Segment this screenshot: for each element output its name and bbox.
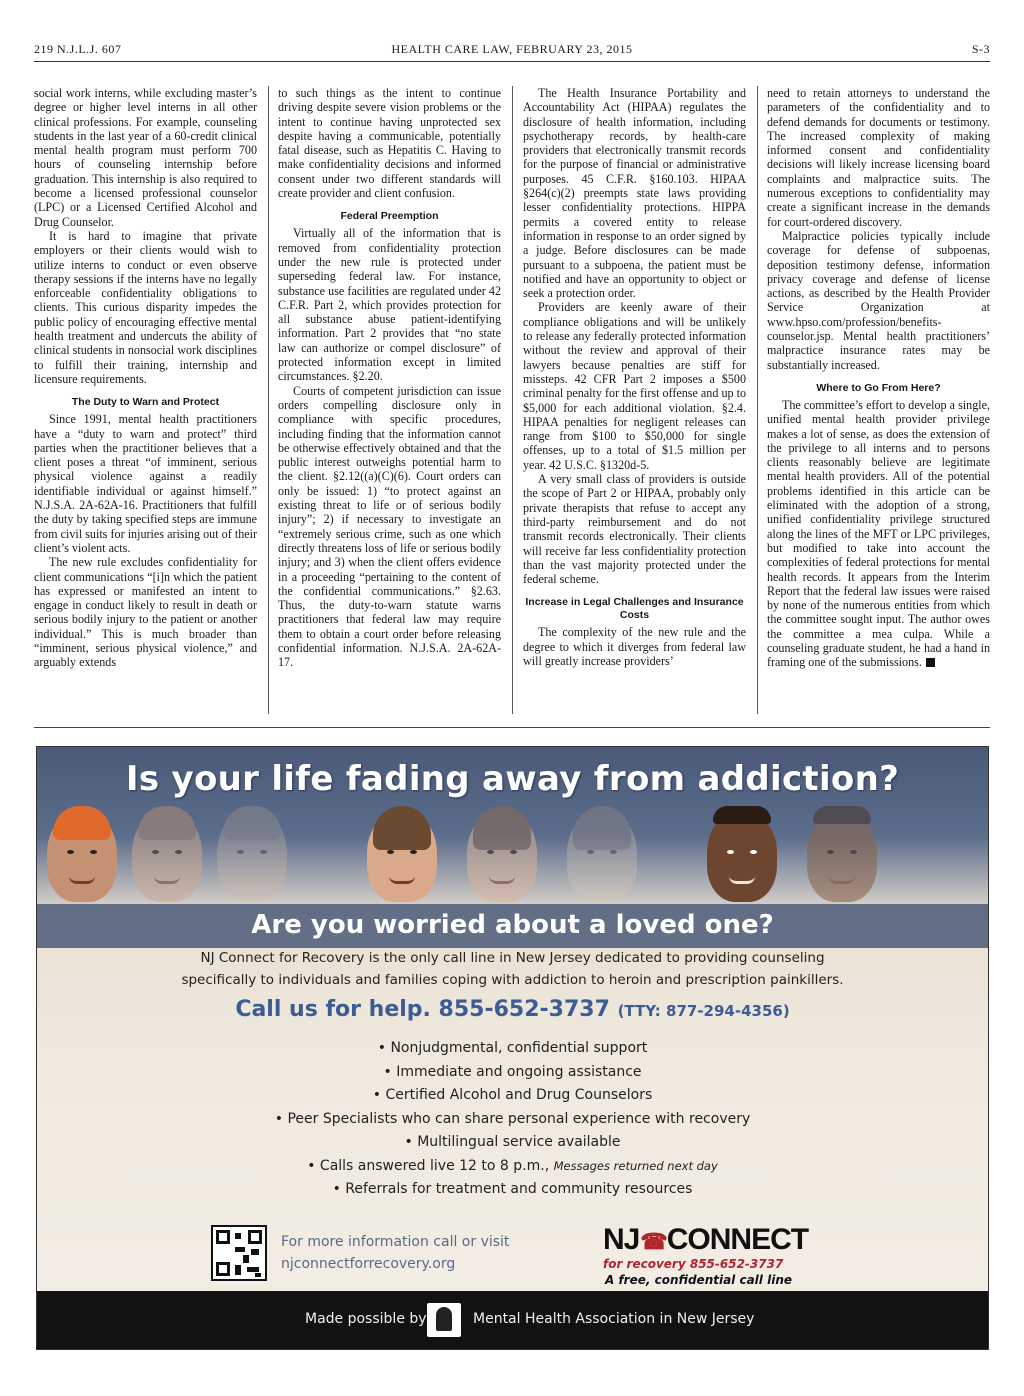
logo-wordmark [603,1223,808,1257]
paragraph: Since 1991, mental health practitioners have a “duty to warn and protect” third parties when the practitioner believes that a client poses a threat “of imminent, serious physical violence against a readily identifiable individual or against himself.” N.J.S.A. 2A-62A-16. Practitioners that fulfill the duty by taking specified steps are immune from civil suits for injuries arising out of their client’s violent acts. [34,412,257,555]
nj-connect-logo [603,1223,818,1293]
sponsor-org: Mental Health Association in New Jersey [473,1311,755,1327]
subheading-duty-to-warn: The Duty to Warn and Protect [71,396,220,409]
face-man [707,812,777,902]
paragraph: Providers are keenly aware of their compliance obligations and will be unlikely to release any federally protected information without the review and approval of their lawyers because penalties are stiff for missteps. 42 CFR Part 2 imposes a $500 criminal penalty for the first offense and up to $5,000 for each additional violation. §2.4. HIPAA penalties for negligent releases can range from $100 to $50,000 for single offenses, up to a total of $1.5 million per year. 42 U.S.C. §1320d-5. [523,300,746,472]
paragraph: Courts of competent jurisdiction can issue orders compelling disclosure only in compliance with specific procedures, including finding that the information cannot be otherwise effectively obtained and that the public interest outweighs potential harm to the client. §2.12((a)(C)(6). Court orders can only be issued: 1) “to protect against an existing threat to life or of serious bodily injury”; 2) if necessary to investigate an “extremely serious crime, such as one which directly threatens loss of life or serious bodily injury; and 3) when the client offers evidence in a proceeding “pertaining to the content of the confidential communications.” §2.63. Thus, the duty-to-warn statute warns practitioners that federal law may require them to obtain a court order before releasing confidential information. N.J.S.A. 2A-62A-17. [278,383,501,670]
paragraph: need to retain attorneys to understand the parameters of the confidentiality and to defend demands for documents or testimony. The increased complexity of making informed consent and confidentiality decisions will likely increase licensing board complaints and malpractice suits. The numerous exceptions to confidentiality may create a significant increase in the demands for court-ordered discovery. [767,86,990,229]
list-item: • Immediate and ongoing assistance [37,1061,988,1085]
column-divider [757,86,758,714]
face-girl-fading [567,812,637,902]
paragraph: social work interns, while excluding master’s degree or higher level interns in all other clinical professions. For example, counseling students in the last year of a 60-credit clinical mental health program must perform 700 hours of counseling internship before graduation. This internship is also required to become a licensed professional counselor (LPC) or a Licensed Certified Alcohol and Drug Counselor. [34,86,257,229]
list-item: • Peer Specialists who can share personal experience with recovery [37,1108,988,1132]
paragraph: to such things as the intent to continue driving despite severe vision problems or the intent to continue having unprotected sex despite having a communicable, potentially fatal disease, such as Hepatitis C. Having to make confidentiality decisions and informed consent under two different standards will create provider and client confusion. [278,86,501,201]
list-item: • Certified Alcohol and Drug Counselors [37,1084,988,1108]
paragraph: A very small class of providers is outside the scope of Part 2 or HIPAA, probably only private therapists that refuse to accept any third-party reimbursement and do not transmit records electronically. Their clients will receive far less confidentiality protection than the vast majority protected under the federal scheme. [523,472,746,587]
logo-connect: CONNECT [666,1223,809,1256]
article-body [34,86,990,716]
logo-callline: A free, confidential call line [605,1273,792,1287]
ad-description [97,947,928,991]
more-info [281,1231,509,1275]
logo-nj: NJ [603,1223,640,1256]
phone-icon: ☎ [640,1229,667,1254]
helpline-call [37,997,988,1022]
column-divider [512,86,513,714]
subheading-federal-preemption: Federal Preemption [340,210,439,223]
column-divider [268,86,269,714]
paragraph: Virtually all of the information that is removed from confidentiality protection under the new rule is protected under superseding federal law. For instance, substance use facilities are regulated under 42 C.F.R. Part 2, which provides protection for all substance abuse patient-identifying information. Part 2 provides that “no state law can authorize or compel disclosure” of protected information except in limited circumstances. §2.20. [278,226,501,384]
hours-text: Calls answered live 12 to 8 p.m., [319,1157,550,1174]
running-header [34,40,990,62]
ad-description-line: specifically to individuals and families coping with addiction to heroin and prescription painkillers. [181,972,844,988]
paragraph: The Health Insurance Portability and Accountability Act (HIPAA) regulates the disclosure of health information, including psychotherapy records, by health-care providers that electronically transmit records for the purpose of financial or administrative purposes. 45 C.F.R. §160.103. HIPAA §264(c)(2) preempts state laws providing lesser confidentiality protections. HIPPA permits a covered entity to release information in response to an order signed by a judge. Before disclosures can be made pursuant to a subpoena, the patient must be notified and have an opportunity to object or seek a protection order. [523,86,746,301]
tty-number: (TTY: 877-294-4356) [617,1002,790,1020]
section-title-date: HEALTH CARE LAW, FEBRUARY 23, 2015 [391,42,633,56]
paragraph-final [767,398,990,670]
paragraph: Malpractice policies typically include coverage for defense of subpoenas, deposition testimony defense, information privacy coverage and defense of license actions, as described by the Health Provider Service Organization at www.hpso.com/profession/benefits-counselor.jsp. Mental health practitioners’ malpractice insurance rates may be substantially increased. [767,228,990,372]
services-list [37,1037,988,1202]
helpline-number: Call us for help. 855-652-3737 [235,997,610,1022]
paragraph: It is hard to imagine that private employers or their clients would wish to utilize interns to conduct or even observe therapy sessions if the interns have no legally enforceable confidentiality obligations to clients. This curious disparity impedes the public policy of encouraging effective mental health treatment and undercuts the ability of clinical students in nonsocial work disciplines to fulfill their training, internship and licensure requirements. [34,228,257,386]
messages-note: Messages returned next day [553,1158,718,1173]
ad-description-line: NJ Connect for Recovery is the only call line in New Jersey dedicated to providing counseling [200,950,825,966]
face-teen-boy [47,812,117,902]
qr-code[interactable] [211,1225,267,1281]
ad-headline: Is your life fading away from addiction? [125,759,900,799]
subheading-where-to-go: Where to Go From Here? [816,381,941,394]
subheading-legal-challenges: Increase in Legal Challenges and Insurance Costs [525,596,744,622]
website-link[interactable]: njconnectforrecovery.org [281,1256,456,1272]
list-item: • Nonjudgmental, confidential support [37,1037,988,1061]
page-number: S-3 [971,42,990,56]
paragraph: The complexity of the new rule and the degree to which it diverges from federal law will greatly increase providers’ [523,625,746,668]
advertisement [36,746,989,1350]
fading-faces-photo [37,802,988,902]
ad-subheadline: Are you worried about a loved one? [37,904,988,948]
more-info-text: For more information call or visit [281,1234,510,1250]
made-possible-by: Made possible by [305,1311,427,1327]
face-girl-faded [467,812,537,902]
article-column-1 [34,86,257,716]
paragraph-text: The committee’s effort to develop a single, unified mental health provider privilege makes a lot of sense, as does the extension of the privilege to all interns and to persons clients reasonably believe are legitimate mental health providers. All of the potential problems identified in this article can be eliminated with the adoption of a strong, unified confidentiality privilege structured along the lines of the MFT or LPC privileges, but modified to take into account the complexities of federal protections for mental health records. It appears from the Interim Report that the federal law issues were raised by none of the numerous entities from which the committee sought input. The author owes the committee a mea culpa. While a counseling graduate student, he had a hand in framing one of the submissions. [767,397,990,670]
journal-citation: 219 N.J.L.J. 607 [34,42,122,56]
article-column-3 [523,86,746,716]
list-item: • Multilingual service available [37,1131,988,1155]
article-column-4 [767,86,990,716]
paragraph: The new rule excludes confidentiality for client communications “[i]n which the patient has expressed or manifested an intent to engage in conduct likely to result in death or serious bodily injury to the patient or another individual.” This is much broader than “imminent, serious physical violence,” and arguably extends [34,555,257,670]
section-divider [34,727,990,728]
list-item-hours [37,1155,988,1179]
list-item: • Referrals for treatment and community resources [37,1178,988,1202]
face-man-faded [807,812,877,902]
face-teen-boy-faded [132,812,202,902]
ad-footer [37,1291,988,1349]
article-column-2 [278,86,501,716]
face-teen-boy-fading [217,812,287,902]
bell-icon [427,1303,461,1337]
logo-tagline: for recovery 855-652-3737 [603,1257,784,1271]
face-girl [367,812,437,902]
end-of-article-mark [926,658,935,667]
